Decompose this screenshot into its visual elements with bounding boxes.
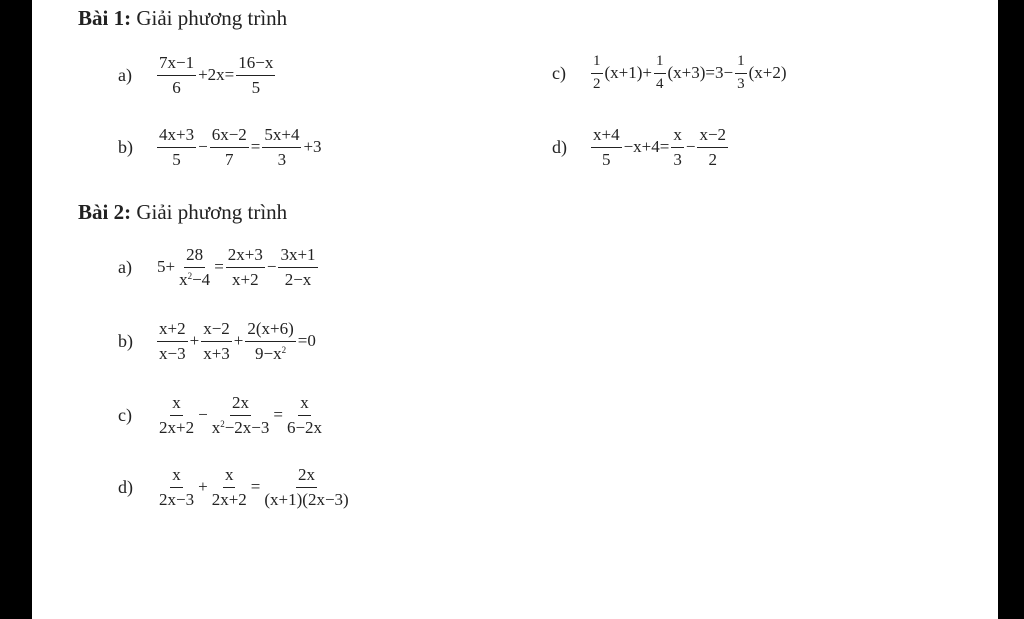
denominator: 7	[224, 149, 234, 169]
numerator: 1	[654, 54, 666, 74]
denominator-base: x	[179, 269, 188, 289]
numerator: x	[170, 394, 183, 416]
expression-text: (x+3)=3−	[667, 63, 734, 83]
numerator: x	[671, 126, 684, 148]
denominator: x+3	[203, 343, 230, 363]
expression-text: 5+	[157, 257, 176, 277]
expression-text: +	[233, 331, 244, 351]
denominator	[253, 342, 288, 363]
expression-text: −	[266, 257, 277, 277]
numerator: 2x	[230, 394, 251, 416]
expression-text: −x+4=	[623, 137, 670, 157]
numerator: 1	[591, 54, 603, 74]
numerator: x	[298, 394, 311, 416]
exponent: 2	[281, 344, 287, 355]
exercise-2-subtitle: Giải phương trình	[136, 200, 288, 224]
problem-1c	[552, 54, 788, 93]
fraction	[210, 466, 249, 509]
denominator: 3	[737, 75, 745, 92]
numerator: 7x−1	[157, 54, 196, 76]
fraction	[262, 466, 350, 509]
problem-label: d)	[552, 136, 567, 157]
problem-1d	[552, 126, 729, 169]
numerator: 2x+3	[226, 246, 265, 268]
denominator: 2	[593, 75, 601, 92]
problem-label: a)	[118, 256, 132, 277]
fraction	[201, 320, 232, 363]
denominator	[177, 268, 212, 289]
denominator: 6−2x	[286, 417, 323, 437]
worksheet-page	[32, 0, 998, 619]
expression-text: =	[250, 477, 261, 497]
expression-text: =0	[297, 331, 316, 351]
exercise-1-heading	[78, 6, 287, 31]
fraction	[285, 394, 324, 437]
denominator: 4	[656, 75, 664, 92]
fraction	[245, 320, 295, 363]
exercise-1-title: Bài 1:	[78, 6, 132, 30]
fraction	[278, 246, 317, 289]
expression-text: +	[198, 477, 208, 497]
numerator: 16−x	[236, 54, 275, 76]
problem-2d	[118, 466, 352, 509]
exponent: 2	[187, 270, 193, 281]
fraction	[157, 320, 188, 363]
denominator: 5	[602, 149, 611, 169]
problem-2b	[118, 320, 317, 363]
denominator-rest: −4	[192, 269, 211, 289]
expression-text: +2x=	[198, 65, 235, 85]
expression-text: (x+2)	[748, 63, 787, 83]
numerator: x−2	[201, 320, 232, 342]
denominator: 2x+2	[211, 489, 247, 509]
denominator: 3	[277, 149, 287, 169]
denominator: 3	[673, 149, 682, 169]
fraction	[591, 54, 603, 93]
fraction	[157, 126, 196, 169]
expression-text: =	[214, 257, 224, 277]
numerator: 5x+4	[262, 126, 301, 148]
numerator: 2x	[296, 466, 317, 488]
exercise-2-heading	[78, 200, 287, 225]
expression-text: −	[198, 405, 208, 425]
fraction	[157, 466, 196, 509]
numerator: 6x−2	[210, 126, 249, 148]
numerator: 4x+3	[157, 126, 196, 148]
problem-label: d)	[118, 476, 133, 497]
exercise-2-title: Bài 2:	[78, 200, 132, 224]
denominator: 2x+2	[159, 417, 195, 437]
fraction	[591, 126, 622, 169]
denominator: (x+1)(2x−3)	[264, 489, 349, 509]
problem-2c	[118, 394, 325, 437]
fraction	[654, 54, 666, 93]
fraction	[236, 54, 275, 97]
problem-label: a)	[118, 64, 132, 85]
expression-text: −	[198, 137, 208, 157]
problem-label: c)	[118, 404, 132, 425]
expression-text: −	[685, 137, 696, 157]
problem-1b	[118, 126, 323, 169]
fraction	[671, 126, 684, 169]
problem-label: b)	[118, 136, 133, 157]
fraction	[262, 126, 301, 169]
expression-text: (x+1)+	[604, 63, 652, 83]
denominator: 2x−3	[159, 489, 195, 509]
denominator-base: 9−x	[255, 343, 282, 363]
expression-text: +	[189, 331, 200, 351]
numerator: x	[170, 466, 183, 488]
exponent: 2	[220, 418, 225, 429]
numerator: x+2	[157, 320, 188, 342]
denominator: 5	[251, 77, 261, 97]
expression-text: =	[273, 405, 283, 425]
expression-text: =	[250, 137, 261, 157]
numerator: x−2	[697, 126, 728, 148]
numerator: 3x+1	[278, 246, 317, 268]
fraction	[210, 394, 272, 437]
denominator: x+2	[232, 269, 259, 289]
exercise-1-subtitle: Giải phương trình	[136, 6, 288, 30]
problem-label: c)	[552, 62, 566, 83]
fraction	[697, 126, 728, 169]
problem-2a	[118, 246, 319, 289]
problem-1a	[118, 54, 276, 97]
numerator: 28	[184, 246, 205, 268]
problem-label: b)	[118, 330, 133, 351]
fraction	[177, 246, 212, 289]
denominator-rest: −2x−3	[224, 417, 270, 437]
numerator: 1	[735, 54, 747, 74]
fraction	[226, 246, 265, 289]
denominator-base: x	[211, 417, 221, 437]
denominator: 2−x	[284, 269, 312, 289]
numerator: x+4	[591, 126, 622, 148]
fraction	[157, 394, 196, 437]
fraction	[210, 126, 249, 169]
fraction	[735, 54, 747, 93]
numerator: x	[223, 466, 236, 488]
denominator	[210, 416, 272, 437]
denominator: 2	[708, 149, 717, 169]
fraction	[157, 54, 196, 97]
denominator: 6	[172, 77, 181, 97]
numerator: 2(x+6)	[245, 320, 295, 342]
expression-text: +3	[303, 137, 322, 157]
denominator: 5	[172, 149, 181, 169]
denominator: x−3	[159, 343, 186, 363]
